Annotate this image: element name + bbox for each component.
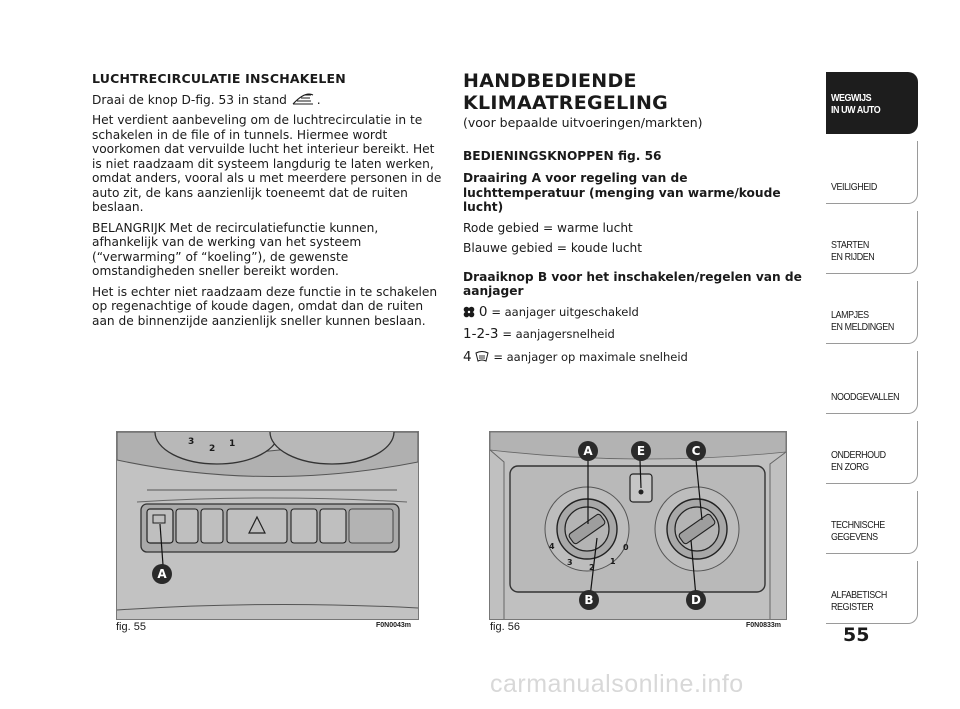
ring-a-heading: Draairing A voor regeling van de luchttemperatuur (menging van warme/koude lucht) [463, 171, 781, 214]
dashboard-switches-illustration [117, 432, 418, 619]
fan-icon [463, 306, 475, 318]
fig56-dial-label-4: 4 [549, 542, 555, 551]
fan-speed-value: 1-2-3 [463, 326, 499, 342]
page-number: 55 [843, 624, 870, 646]
fig56-marker-e: E [631, 441, 651, 461]
fan-max-desc: = aanjager op maximale snelheid [493, 349, 688, 364]
fig56-dial-label-3: 3 [567, 558, 573, 567]
sidebar-tab-2[interactable] [826, 211, 918, 274]
sidebar-tab-4[interactable] [826, 351, 918, 414]
recirculation-paragraph-3: Het is echter niet raadzaam deze functie in te schakelen op regenachtige of koude dagen, omdat dan de ruiten aan de binnenzijde aanzienlijk sneller kunnen beslaan. [92, 284, 438, 328]
fan-off-line [463, 305, 808, 320]
fig55-dial-label-3: 3 [188, 437, 195, 447]
fig56-code: F0N0833m [746, 622, 782, 629]
fan-speed-desc: = aanjagersnelheid [502, 327, 615, 341]
fan-speed-line [463, 327, 808, 342]
figure-55 [116, 431, 419, 620]
fig56-dial-label-2: 2 [589, 563, 595, 572]
recirculation-heading: LUCHTRECIRCULATIE INSCHAKELEN [92, 71, 346, 86]
instruction-text: Draai de knop D-fig. 53 in stand [92, 92, 287, 107]
red-zone-text: Rode gebied = warme lucht [463, 220, 633, 235]
controls-heading: BEDIENINGSKNOPPEN fig. 56 [463, 148, 662, 163]
fig56-marker-d: D [686, 590, 706, 610]
fig55-dial-label-1: 1 [229, 439, 236, 449]
page-subtitle: (voor bepaalde uitvoeringen/markten) [463, 115, 703, 130]
recirculation-icon [291, 93, 317, 106]
sidebar-tab-0[interactable] [826, 72, 918, 134]
fig56-caption: fig. 56 [490, 621, 520, 633]
sidebar-tab-label: ALFABETISCH REGISTER [831, 589, 887, 613]
right-column [463, 70, 808, 372]
fig56-dial-label-1: 1 [610, 557, 616, 566]
fig56-dial-label-0: 0 [623, 543, 629, 552]
fig56-marker-a: A [578, 441, 598, 461]
blue-zone-text: Blauwe gebied = koude lucht [463, 241, 643, 255]
sidebar-tab-label: VEILIGHEID [831, 181, 877, 193]
recirculation-paragraph-1: Het verdient aanbeveling om de luchtrecirculatie in te schakelen in de file of in tunnels. Hiermee wordt voorkomen dat vervuilde lucht het interieur bereikt. Het is niet raadzaam dit systeem langdurig te laten werken, omdat anders, vooral als u met meerdere personen in de auto zit, de kans aanzienlijk toeneemt dat de ruiten beslaan. [92, 113, 442, 214]
chapter-sidebar [826, 72, 918, 631]
fig55-caption: fig. 55 [116, 621, 146, 633]
sidebar-tab-label: ONDERHOUD EN ZORG [831, 449, 886, 473]
instruction-end: . [316, 92, 321, 107]
sidebar-tab-label: LAMPJES EN MELDINGEN [831, 309, 894, 333]
sidebar-tab-label: WEGWIJS IN UW AUTO [831, 92, 881, 116]
fan-max-line [463, 350, 808, 365]
sidebar-tab-5[interactable] [826, 421, 918, 484]
fig55-marker-a: A [152, 564, 172, 584]
recirculation-paragraph-2: BELANGRIJK Met de recirculatiefunctie kunnen, afhankelijk van de werking van het systeem (“verwarming” of “koeling”), de gewenste omstandigheden sneller bereikt worden. [92, 220, 379, 278]
figure-56 [489, 431, 787, 620]
fan-off-value: 0 [478, 303, 488, 320]
sidebar-tab-label: NOODGEVALLEN [831, 391, 900, 403]
fig55-code: F0N0043m [376, 622, 412, 629]
fan-off-desc: = aanjager uitgeschakeld [491, 304, 639, 319]
left-column [92, 72, 442, 334]
sidebar-tab-label: TECHNISCHE GEGEVENS [831, 519, 885, 543]
fig56-marker-b: B [579, 590, 599, 610]
knob-b-heading: Draaiknop B voor het inschakelen/regelen van de aanjager [463, 269, 802, 298]
sidebar-tab-7[interactable] [826, 561, 918, 624]
fig56-marker-c: C [686, 441, 706, 461]
sidebar-tab-6[interactable] [826, 491, 918, 554]
page-title: HANDBEDIENDE KLIMAATREGELING [463, 70, 669, 114]
defrost-icon [475, 351, 489, 363]
sidebar-tab-label: STARTEN EN RIJDEN [831, 239, 875, 263]
fig55-dial-label-2: 2 [209, 444, 216, 454]
recirculation-instruction [92, 93, 442, 108]
sidebar-tab-3[interactable] [826, 281, 918, 344]
watermark: carmanualsonline.info [490, 670, 744, 698]
fan-max-value: 4 [463, 348, 472, 365]
sidebar-tab-1[interactable] [826, 141, 918, 204]
